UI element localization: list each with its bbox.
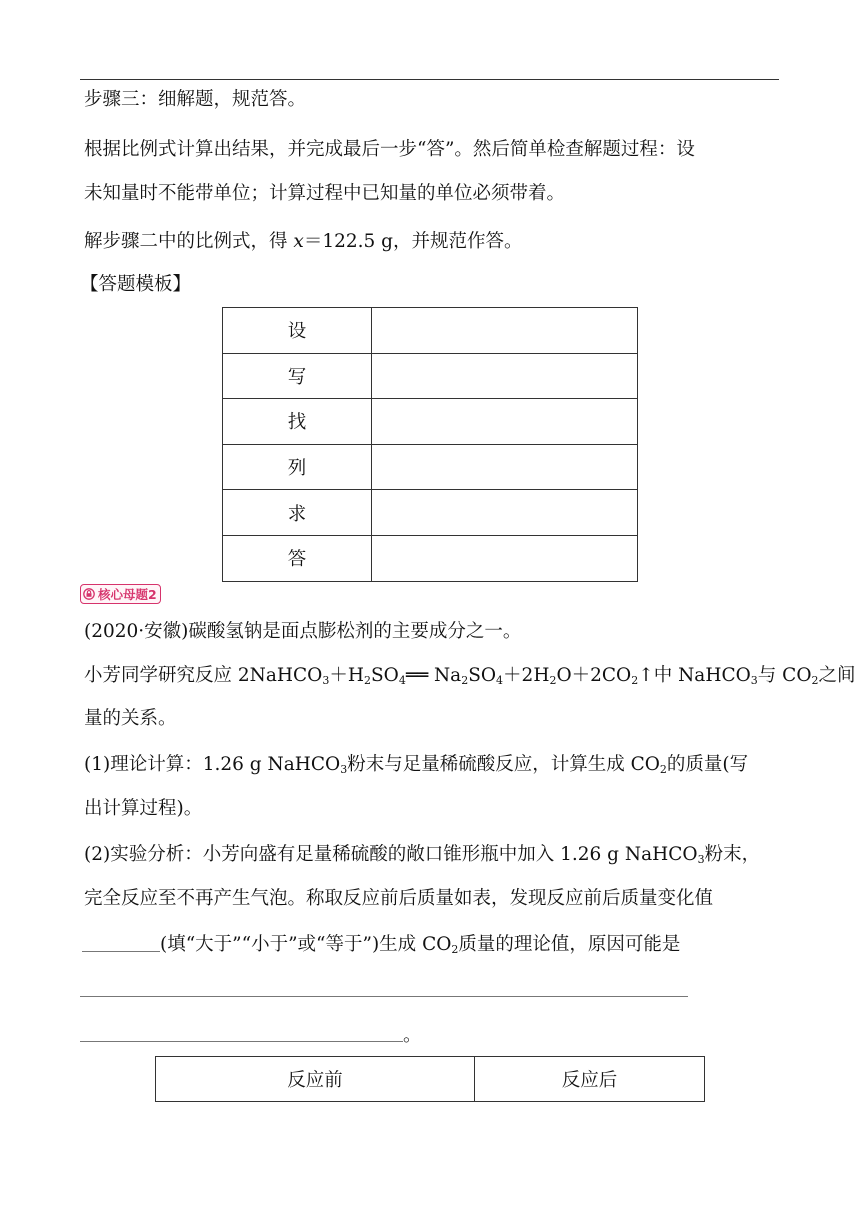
- mass-table-header-before: 反应前: [156, 1057, 475, 1102]
- mass-table: [155, 1056, 705, 1102]
- mass-table-header-after: 反应后: [475, 1057, 705, 1102]
- step3-paragraph-line-1: 根据比例式计算出结果，并完成最后一步“答”。然后简单检查解题过程：设: [84, 139, 695, 160]
- template-row: [223, 308, 638, 354]
- template-value-cell: [372, 353, 638, 399]
- core-problem-badge: [80, 584, 161, 604]
- question-1-line-2: 出计算过程)。: [84, 798, 203, 819]
- reaction-line: 小芳同学研究反应 $2NaHCO_3+H_2SO_4══$ $Na_2SO_4+2H_2O+2CO_2↑$中 NaHCO$_3$与 $CO_2$之间: [84, 665, 856, 687]
- question-2-line-1: (2)实验分析：小芳向盛有足量稀硫酸的敞口锥形瓶中加入 1.26 g NaHCO$_3$粉末，: [84, 844, 761, 866]
- mass-table-header-row: [156, 1057, 705, 1102]
- template-key-cell: 找: [223, 399, 372, 445]
- solve-line: 解步骤二中的比例式，得 x＝122.5 g，并规范作答。: [84, 231, 523, 252]
- template-value-cell: [372, 535, 638, 581]
- step3-heading: 步骤三：细解题，规范答。: [84, 89, 307, 110]
- question-2-line-3: (填“大于”“小于”或“等于”)生成 $CO_2$质量的理论值，原因可能是: [82, 933, 680, 957]
- step3-paragraph-line-2: 未知量时不能带单位；计算过程中已知量的单位必须带着。: [84, 183, 566, 204]
- template-value-cell: [372, 490, 638, 536]
- lock-circle-icon: [83, 588, 95, 600]
- template-row: [223, 353, 638, 399]
- answer-blank-comparison[interactable]: [82, 933, 160, 952]
- question-1-line-1: (1)理论计算：1.26 g NaHCO$_3$粉末与足量稀硫酸反应，计算生成 $CO_2$的质量(写: [84, 754, 749, 776]
- template-key-cell: 答: [223, 535, 372, 581]
- template-key-cell: 列: [223, 444, 372, 490]
- problem-intro: (2020·安徽)碳酸氢钠是面点膨松剂的主要成分之一。: [84, 621, 522, 642]
- template-title: 【答题模板】: [80, 274, 192, 295]
- template-key-cell: 写: [223, 353, 372, 399]
- answer-blank-reason-line-2[interactable]: [80, 1041, 403, 1042]
- question-2-line-2: 完全反应至不再产生气泡。称取反应前后质量如表，发现反应前后质量变化值: [84, 888, 714, 909]
- answer-blank-reason-line-1[interactable]: [80, 996, 688, 997]
- reaction-equals-sign: ══: [405, 665, 434, 686]
- question-2-end-mark: 。: [403, 1025, 422, 1046]
- template-value-cell: [372, 444, 638, 490]
- template-key-cell: 求: [223, 490, 372, 536]
- template-value-cell: [372, 308, 638, 354]
- template-row: [223, 399, 638, 445]
- reaction-line-2: 量的关系。: [84, 708, 177, 729]
- header-rule: [80, 79, 779, 80]
- template-row: [223, 444, 638, 490]
- template-value-cell: [372, 399, 638, 445]
- badge-label: 核心母题2: [98, 587, 157, 602]
- template-row: [223, 490, 638, 536]
- template-key-cell: 设: [223, 308, 372, 354]
- answer-template-table: [222, 307, 638, 582]
- template-row: [223, 535, 638, 581]
- unknown-variable: x: [293, 231, 304, 252]
